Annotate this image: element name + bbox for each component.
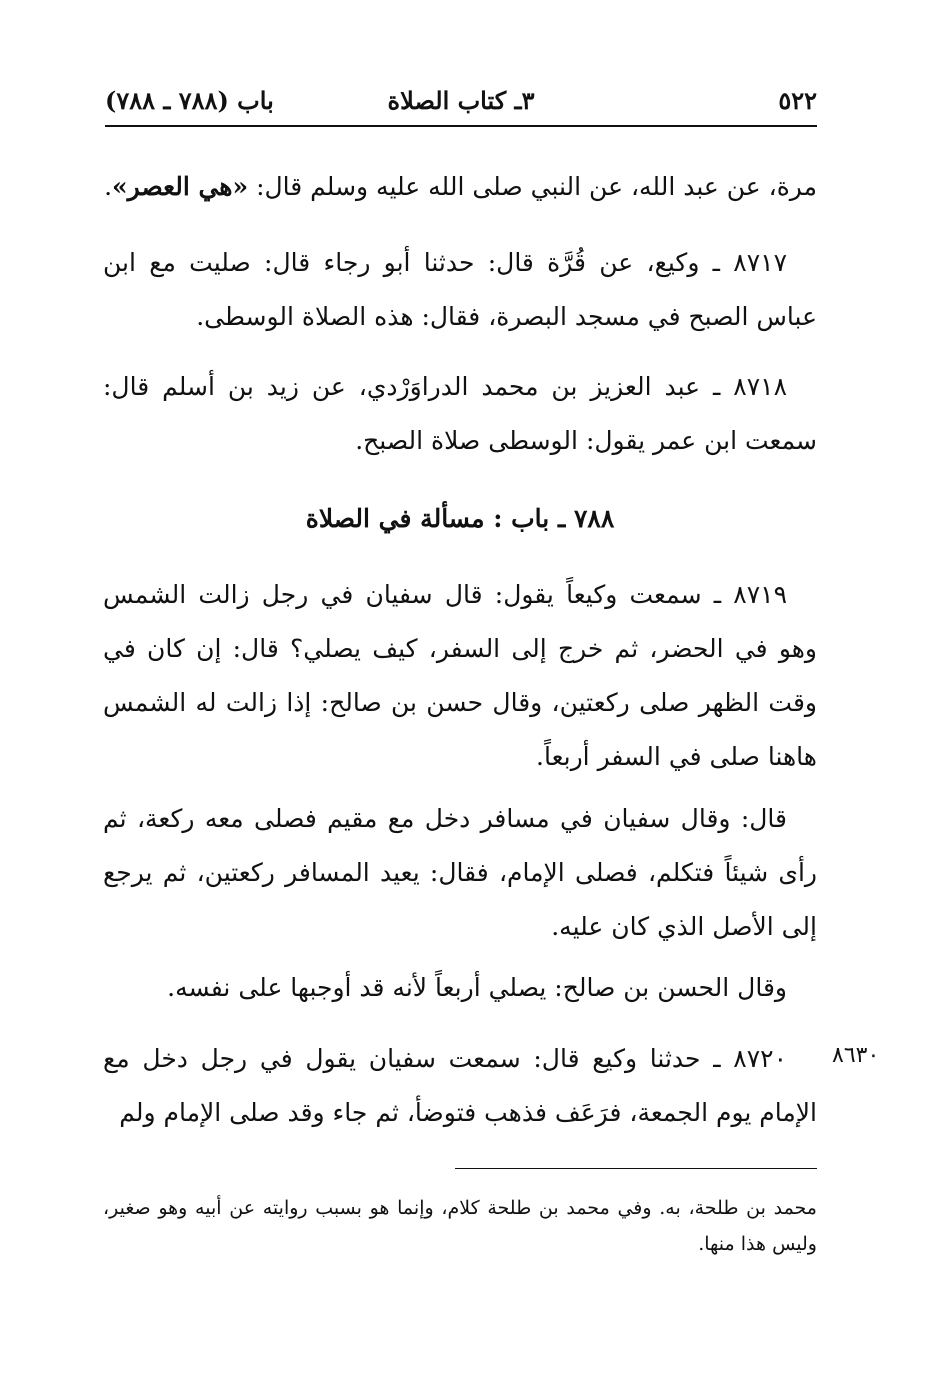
footnote-rule — [455, 1168, 817, 1169]
chapter-range: باب (٧٨٨ ـ ٧٨٨) — [105, 86, 274, 115]
paragraph-continuation — [103, 160, 817, 214]
paragraph-end: . — [104, 172, 113, 201]
hadith-8720: ٨٧٢٠ ـ حدثنا وكيع قال: سمعت سفيان يقول في رجل دخل مع الإمام يوم الجمعة، فرَعَف فذهب فتوضأ، ثم جاء وقد صلى الإمام ولم — [103, 1044, 817, 1127]
running-header — [105, 82, 817, 122]
hadith-8717: ٨٧١٧ ـ وكيع، عن قُرَّة قال: حدثنا أبو رجاء قال: صليت مع ابن عباس الصبح في مسجد البصرة، فقال: هذه الصلاة الوسطى. — [103, 248, 817, 331]
book-title: ٣ـ كتاب الصلاة — [387, 86, 535, 115]
paragraph-hasan: وقال الحسن بن صالح: يصلي أربعاً لأنه قد أوجبها على نفسه. — [167, 973, 787, 1002]
header-rule — [105, 125, 817, 127]
footnote: محمد بن طلحة، به. وفي محمد بن طلحة كلام، وإنما هو بسبب روايته عن أبيه وهو صغير، وليس هذا منها. — [103, 1197, 817, 1255]
hadith-8718: ٨٧١٨ ـ عبد العزيز بن محمد الدراوَرْدي، عن زيد بن أسلم قال: سمعت ابن عمر يقول: الوسطى صلاة الصبح. — [103, 372, 817, 455]
margin-number: ٨٦٣٠ — [832, 1043, 880, 1068]
paragraph-text: مرة، عن عبد الله، عن النبي صلى الله عليه وسلم قال: — [248, 172, 817, 201]
paragraph-sufyan: قال: وقال سفيان في مسافر دخل مع مقيم فصلى معه ركعة، ثم رأى شيئاً فتكلم، فصلى الإمام، فقال: يعيد المسافر ركعتين، ثم يرجع إلى الأصل الذي كان عليه. — [103, 804, 817, 941]
quoted-phrase: «هي العصر» — [112, 172, 249, 201]
page-number: ٥٢٢ — [778, 86, 817, 115]
hadith-8719: ٨٧١٩ ـ سمعت وكيعاً يقول: قال سفيان في رجل زالت الشمس وهو في الحضر، ثم خرج إلى السفر، كيف يصلي؟ قال: إن كان في وقت الظهر صلى ركعتين، وقال حسن بن صالح: إذا زالت له الشمس هاهنا صلى في السفر أربعاً. — [103, 580, 817, 771]
section-heading: ٧٨٨ ـ باب : مسألة في الصلاة — [305, 504, 615, 533]
